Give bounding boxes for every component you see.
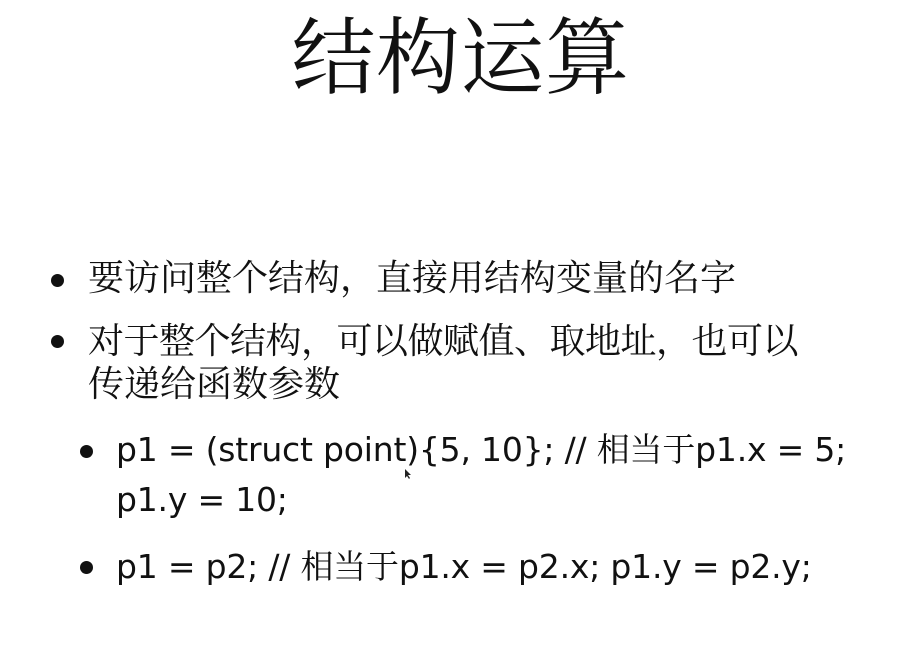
bullet-text: 要访问整个结构，直接用结构变量的名字	[88, 258, 737, 299]
slide-title: 结构运算	[291, 9, 630, 107]
sub-bullet-marker	[80, 445, 93, 458]
sub-bullet-text: p1 = p2; // 相当于p1.x = p2.x; p1.y = p2.y;	[116, 547, 812, 586]
bullet-marker	[51, 335, 64, 348]
mouse-cursor-icon	[404, 468, 412, 480]
sub-bullet-text-line: p1.y = 10;	[116, 480, 288, 519]
bullet-marker	[51, 274, 64, 287]
bullet-text-line: 传递给函数参数	[88, 364, 341, 405]
bullet-text-line: 对于整个结构，可以做赋值、取地址，也可以	[88, 321, 799, 362]
sub-bullet-text-line: p1 = (struct point){5, 10}; // 相当于p1.x = 5;	[116, 430, 847, 469]
sub-bullet-marker	[80, 561, 93, 574]
